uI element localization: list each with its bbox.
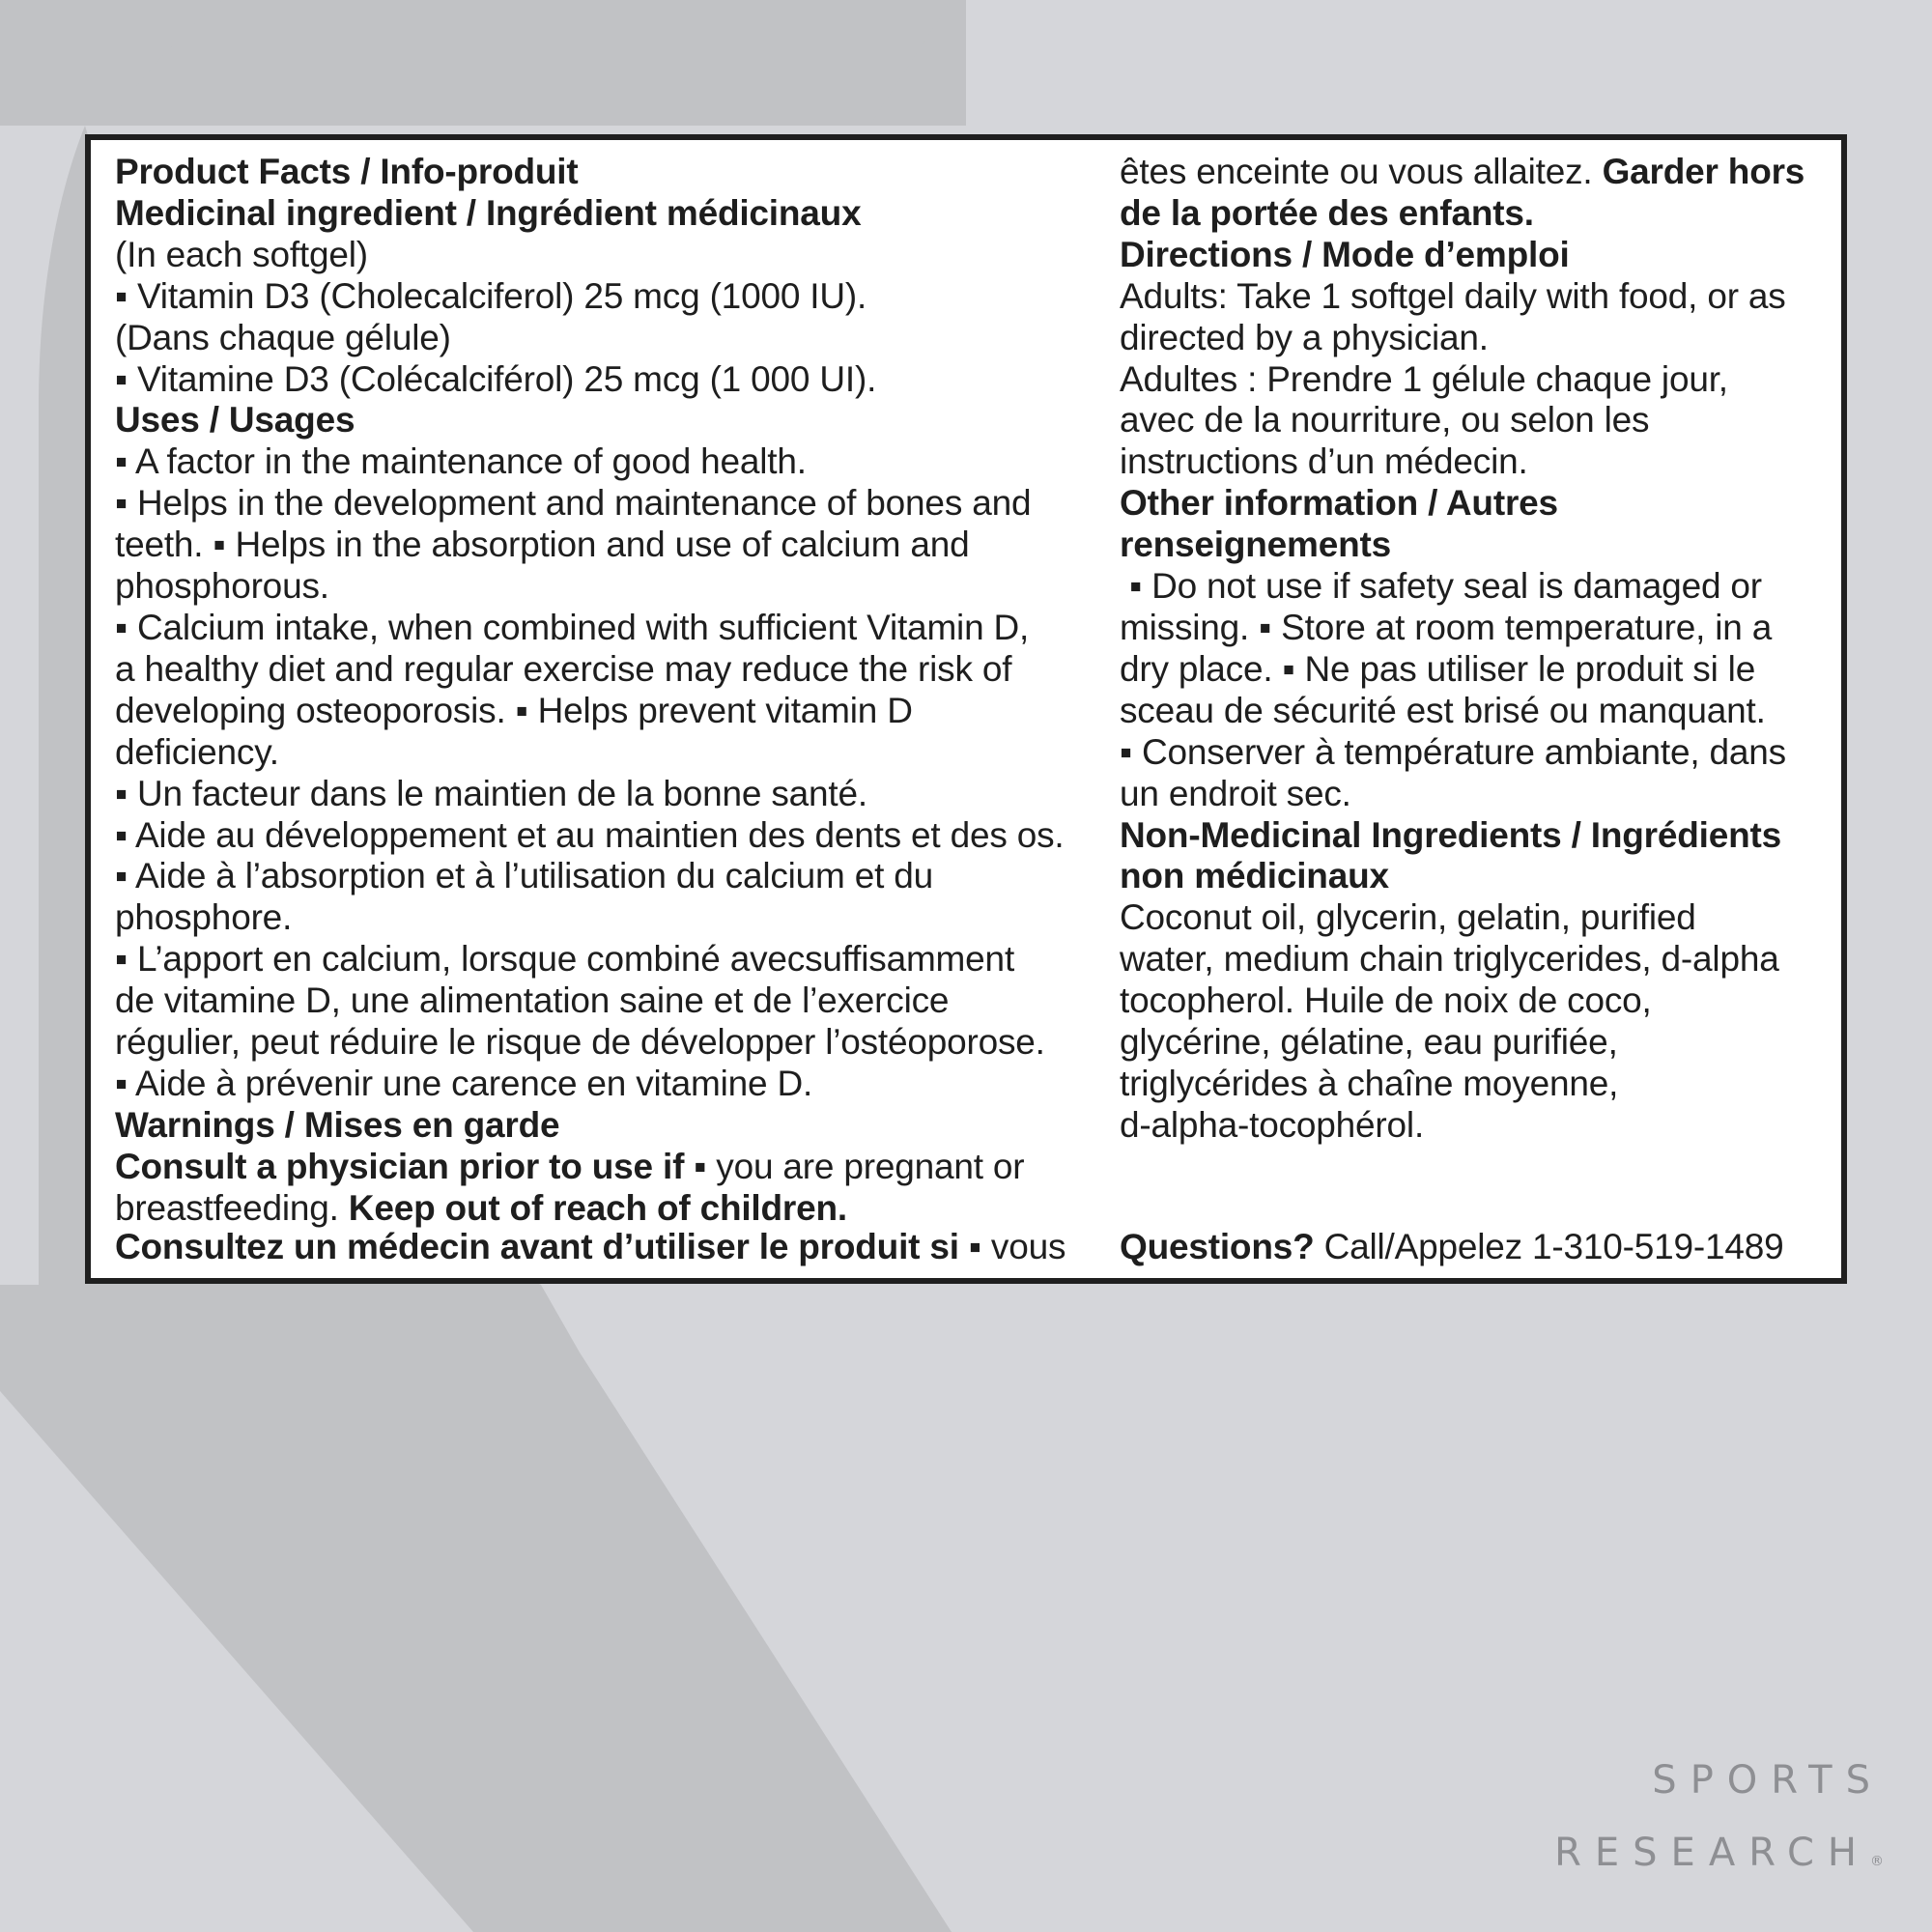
non-medicinal-line: Coconut oil, glycerin, gelatin, purified xyxy=(1120,897,1696,938)
warning-text: êtes enceinte ou vous allaitez. xyxy=(1120,152,1603,191)
medicinal-line: ▪ Vitamin D3 (Cholecalciferol) 25 mcg (1000 IU). xyxy=(115,275,867,316)
brand-name: RESEARCH xyxy=(1554,1831,1870,1875)
warning-text: ▪ vous xyxy=(958,1227,1066,1266)
warnings-heading: Warnings / Mises en garde xyxy=(115,1104,560,1145)
non-medicinal-line: triglycérides à chaîne moyenne, xyxy=(1120,1063,1619,1103)
medicinal-ingredient-heading: Medicinal ingredient / Ingrédient médicinaux xyxy=(115,192,862,233)
left-column xyxy=(115,152,1105,1230)
directions-heading: Directions / Mode d’emploi xyxy=(1120,234,1570,274)
uses-line: ▪ Calcium intake, when combined with sufficient Vitamin D, xyxy=(115,607,1030,647)
uses-line: deficiency. xyxy=(115,731,279,772)
uses-heading: Uses / Usages xyxy=(115,400,355,440)
directions-line: instructions d’un médecin. xyxy=(1120,441,1528,482)
uses-line: teeth. ▪ Helps in the absorption and use of calcium and xyxy=(115,525,970,565)
uses-line: ▪ Aide à l’absorption et à l’utilisation du calcium et du xyxy=(115,856,934,896)
brand-line-1: SPORTS xyxy=(1652,1758,1884,1803)
warning-line xyxy=(115,1147,1105,1188)
other-information-heading: renseignements xyxy=(1120,525,1391,565)
warning-text: breastfeeding. xyxy=(115,1187,349,1228)
other-information-line: sceau de sécurité est brisé ou manquant. xyxy=(1120,690,1766,730)
other-information-line: un endroit sec. xyxy=(1120,773,1351,813)
non-medicinal-line: glycérine, gélatine, eau purifiée, xyxy=(1120,1022,1618,1063)
directions-line: Adults: Take 1 softgel daily with food, or as xyxy=(1120,275,1786,316)
warning-bold: Garder hors xyxy=(1602,152,1805,191)
non-medicinal-heading: Non-Medicinal Ingredients / Ingrédients xyxy=(1120,814,1781,855)
brand-line-2 xyxy=(1554,1817,1884,1898)
questions-line xyxy=(1120,1227,1784,1268)
warning-line-fr xyxy=(115,1227,1065,1268)
registered-mark: ® xyxy=(1870,1854,1884,1869)
product-facts-panel xyxy=(85,134,1847,1284)
warning-continuation xyxy=(1120,152,1830,193)
uses-line: ▪ L’apport en calcium, lorsque combiné avecsuffisamment xyxy=(115,939,1015,980)
other-information-line: ▪ Do not use if safety seal is damaged or xyxy=(1120,566,1762,607)
directions-line: avec de la nourriture, ou selon les xyxy=(1120,400,1650,440)
uses-line: developing osteoporosis. ▪ Helps prevent vitamin D xyxy=(115,690,913,730)
brand-logo xyxy=(1554,1745,1884,1898)
questions-label: Questions? xyxy=(1120,1227,1315,1266)
non-medicinal-line: d-alpha-tocophérol. xyxy=(1120,1104,1425,1145)
uses-line: régulier, peut réduire le risque de développer l’ostéoporose. xyxy=(115,1022,1045,1063)
uses-line: de vitamine D, une alimentation saine et de l’exercice xyxy=(115,980,950,1021)
warning-bold: Consult a physician prior to use if xyxy=(115,1146,685,1186)
uses-line: phosphore. xyxy=(115,897,293,938)
uses-line: phosphorous. xyxy=(115,566,329,607)
uses-line: ▪ A factor in the maintenance of good health. xyxy=(115,441,807,482)
directions-line: directed by a physician. xyxy=(1120,317,1489,357)
medicinal-line: (In each softgel) xyxy=(115,234,368,274)
warning-bold-line: de la portée des enfants. xyxy=(1120,192,1534,233)
warning-text: ▪ you are pregnant or xyxy=(684,1146,1025,1186)
warning-bold: Consultez un médecin avant d’utiliser le produit si xyxy=(115,1227,959,1266)
non-medicinal-line: water, medium chain triglycerides, d-alpha xyxy=(1120,939,1779,980)
other-information-line: ▪ Conserver à température ambiante, dans xyxy=(1120,731,1786,772)
product-facts-heading: Product Facts / Info-produit xyxy=(115,152,579,191)
uses-line: ▪ Aide au développement et au maintien des dents et des os. xyxy=(115,814,1065,855)
other-information-line: dry place. ▪ Ne pas utiliser le produit si le xyxy=(1120,648,1756,689)
medicinal-line: ▪ Vitamine D3 (Colécalciférol) 25 mcg (1 000 UI). xyxy=(115,358,877,399)
warning-bold: Keep out of reach of children. xyxy=(348,1187,847,1228)
uses-line: ▪ Helps in the development and maintenance of bones and xyxy=(115,483,1032,524)
non-medicinal-heading: non médicinaux xyxy=(1120,856,1389,896)
uses-line: ▪ Aide à prévenir une carence en vitamine D. xyxy=(115,1063,813,1103)
medicinal-line: (Dans chaque gélule) xyxy=(115,317,451,357)
uses-line: a healthy diet and regular exercise may reduce the risk of xyxy=(115,648,1012,689)
right-column xyxy=(1120,152,1830,1147)
directions-line: Adultes : Prendre 1 gélule chaque jour, xyxy=(1120,358,1728,399)
warning-line xyxy=(115,1188,1105,1230)
other-information-line: missing. ▪ Store at room temperature, in a xyxy=(1120,607,1773,647)
uses-line: ▪ Un facteur dans le maintien de la bonne santé. xyxy=(115,773,867,813)
non-medicinal-line: tocopherol. Huile de noix de coco, xyxy=(1120,980,1652,1021)
other-information-heading: Other information / Autres xyxy=(1120,483,1558,524)
phone-number: Call/Appelez 1-310-519-1489 xyxy=(1314,1227,1784,1266)
